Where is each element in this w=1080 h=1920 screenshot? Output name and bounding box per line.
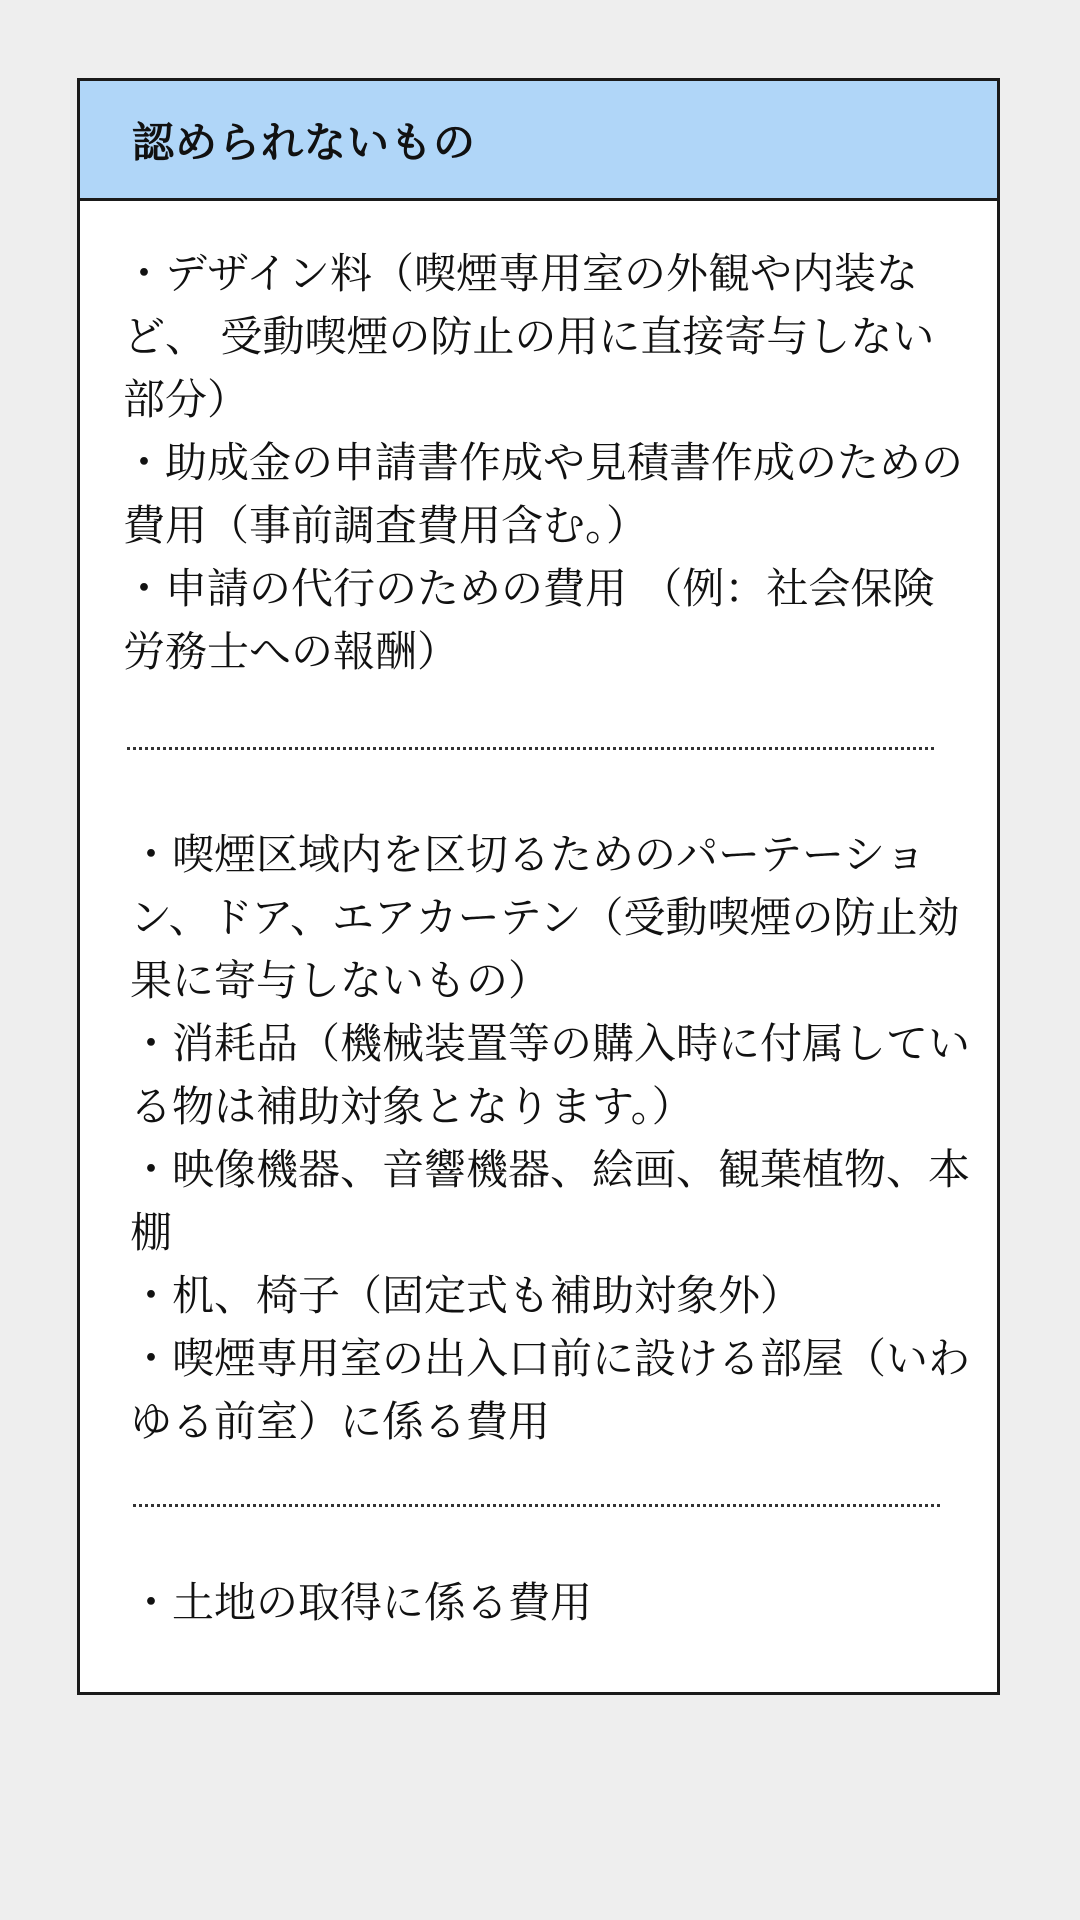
list-item: ・机、椅子（固定式も補助対象外）: [130, 1271, 803, 1320]
card-title: 認められないもの: [132, 117, 477, 167]
section-equipment: [130, 823, 970, 1453]
excluded-items-card: [77, 78, 1000, 1695]
list-item: ・土地の取得に係る費用: [130, 1578, 593, 1627]
list-item: ・喫煙区域内を区切るためのパーテーション、ドア、エアカーテン（受動喫煙の防止効果に寄与しないもの）: [130, 830, 960, 1005]
card-header: [80, 81, 997, 201]
list-item: ・喫煙専用室の出入口前に設ける部屋（いわゆる前室）に係る費用: [130, 1334, 971, 1446]
list-item: ・デザイン料（喫煙専用室の外観や内装など、 受動喫煙の防止の用に直接寄与しない部分）: [123, 249, 935, 424]
section-fees: [123, 242, 963, 683]
dotted-divider: [127, 747, 934, 750]
list-item: ・消耗品（機械装置等の購入時に付属している物は補助対象となります。）: [130, 1019, 971, 1131]
section-land: [130, 1571, 970, 1634]
list-item: ・映像機器、音響機器、絵画、観葉植物、本棚: [130, 1145, 971, 1257]
list-item: ・申請の代行のための費用 （例：社会保険労務士への報酬）: [123, 564, 935, 676]
dotted-divider: [133, 1504, 940, 1507]
list-item: ・助成金の申請書作成や見積書作成のための 費用（事前調査費用含む。）: [123, 438, 964, 550]
